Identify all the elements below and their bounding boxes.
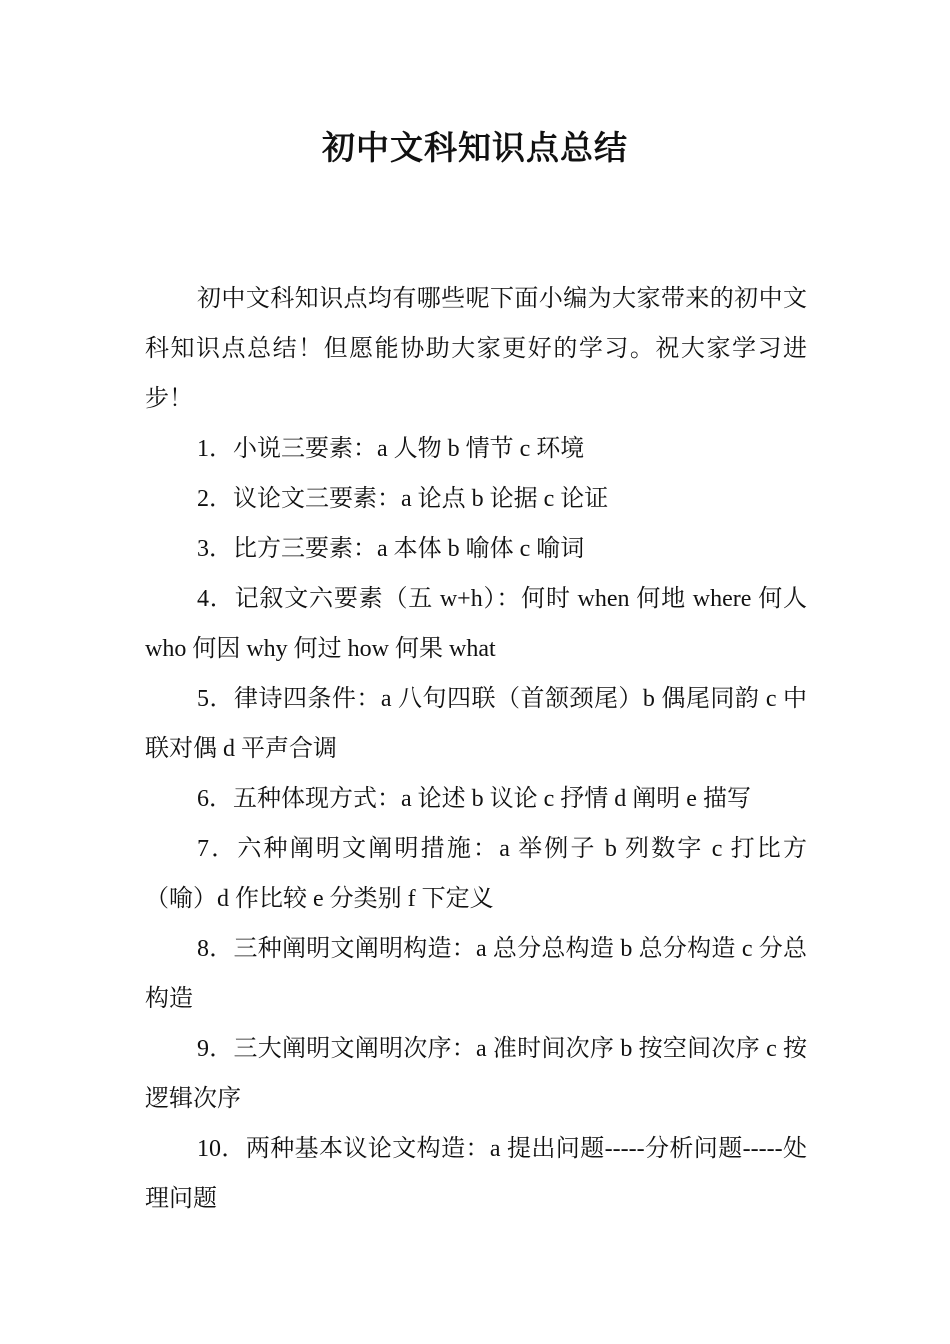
list-item-6: 6．五种体现方式：a 论述 b 议论 c 抒情 d 阐明 e 描写 (197, 786, 751, 812)
intro-paragraph: 初中文科知识点均有哪些呢下面小编为大家带来的初中文科知识点总结！但愿能协助大家更好的学习。祝大家学习进步！ (145, 286, 807, 412)
list-item-10: 10．两种基本议论文构造：a 提出问题-----分析问题-----处理问题 (145, 1136, 807, 1212)
document-title: 初中文科知识点总结 (322, 131, 628, 167)
list-item-9: 9．三大阐明文阐明次序：a 准时间次序 b 按空间次序 c 按逻辑次序 (145, 1036, 807, 1112)
list-item-2: 2．议论文三要素：a 论点 b 论据 c 论证 (197, 486, 609, 512)
list-item-1: 1．小说三要素：a 人物 b 情节 c 环境 (197, 436, 585, 462)
list-item-5: 5．律诗四条件：a 八句四联（首颔颈尾）b 偶尾同韵 c 中联对偶 d 平声合调 (145, 686, 807, 762)
list-item-7: 7．六种阐明文阐明措施：a 举例子 b 列数字 c 打比方（喻）d 作比较 e 分类别 f 下定义 (145, 836, 807, 912)
list-item-3: 3．比方三要素：a 本体 b 喻体 c 喻词 (197, 536, 585, 562)
list-item-4: 4．记叙文六要素（五 w+h）：何时 when 何地 where 何人 who 何因 why 何过 how 何果 what (145, 586, 807, 662)
list-item-8: 8．三种阐明文阐明构造：a 总分总构造 b 总分构造 c 分总构造 (145, 936, 807, 1012)
document-body (145, 274, 807, 1224)
